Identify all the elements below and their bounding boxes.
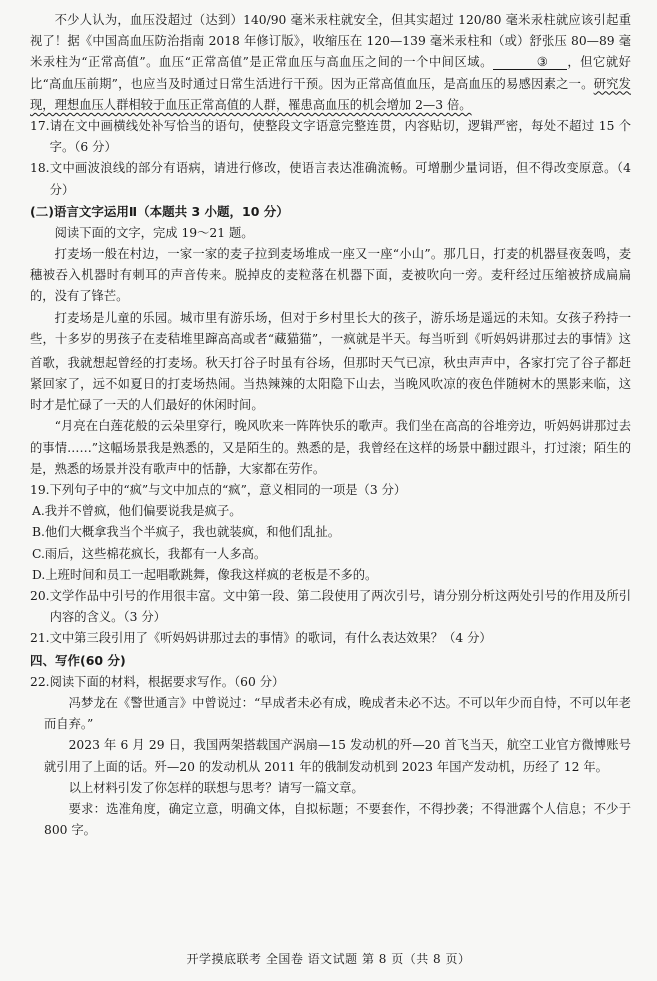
question-number: 17. [30, 119, 50, 134]
passage2-text-b: 就是半天。每当听到《听妈妈讲那过去的事情》这首歌，我就想起曾经的打麦场。秋天打谷子时虽有谷场，但那时天气已凉，秋虫声声中，各家打完了谷子都赶紧回家了，远不如夏日的打麦场热闹。当热辣辣的太阳隐下山去，当晚风吹凉的夜色伴随树木的黑影来临，这时才是忙碌了一天的人们最好的休闲时间。 [30, 331, 631, 413]
blank-label: ③ [536, 55, 548, 70]
section-4-heading: 四、写作(60 分) [30, 652, 126, 668]
question-text: 文中画波浪线的部分有语病，请进行修改，使语言表达准确流畅。可增删少量词语，但不得改变原意。（4 分） [49, 161, 631, 197]
essay-material-news: 2023 年 6 月 29 日，我国两架搭载国产涡扇—15 发动机的歼—20 首飞当天，航空工业官方微博账号就引用了上面的话。歼—20 的发动机从 2011 年的俄制发动机到 2023 年国产发动机，历经了 12 年。 [44, 738, 631, 774]
question-number: 21. [30, 631, 50, 646]
question-17 [30, 116, 631, 158]
question-number: 20. [30, 589, 50, 604]
passage1-paragraph [30, 10, 631, 116]
option-a: A.我并不曾疯，他们偏要说我是疯子。 [32, 504, 242, 519]
essay-requirements: 要求：选准角度，确定立意，明确文体，自拟标题；不要套作，不得抄袭；不得泄露个人信息；不少于 800 字。 [44, 801, 631, 838]
question-text: 文中第三段引用了《听妈妈讲那过去的事情》的歌词，有什么表达效果？（4 分） [49, 631, 492, 646]
wavy-underlined-sentence: 研究发现，理想血压人群相较于血压正常高值的人群，罹患高血压的机会增加 2—3 倍。 [30, 76, 631, 112]
passage1-text-b: ，但它就好比“高血压前期”，也应当及时通过日常生活进行干预。因为正常高值血压，是高血压的易感因素之一。 [30, 55, 631, 91]
passage2-paragraph-1: 打麦场一般在村边，一家一家的麦子拉到麦场堆成一座又一座“小山”。那几日，打麦的机器昼夜轰鸣，麦穗被吞入机器时有刺耳的声音传来。脱掉皮的麦粒落在机器下面，麦被吹向一旁。麦秆经过压缩被挤成扁扁的，没有了锋芒。 [30, 247, 631, 304]
question-text: 文学作品中引号的作用很丰富。文中第一段、第二段使用了两次引号，请分别分析这两处引号的作用及所引内容的含义。（3 分） [49, 589, 631, 625]
page-footer: 开学摸底联考 全国卷 语文试题 第 8 页（共 8 页） [186, 952, 471, 966]
passage2-paragraph-2 [30, 308, 631, 417]
passage1-text-a: 不少人认为，血压没超过（达到）140/90 毫米汞柱就安全，但其实超过 120/80 毫米汞柱就应该引起重视了！据《中国高血压防治指南 2018 年修订版》，收缩压在 120—139 毫米汞柱和（或）舒张压 80—89 毫米汞柱为“正常高值”。血压“正常高值”是正常血压与高血压之间的一个中间区域。 [30, 13, 631, 70]
question-21 [30, 628, 631, 649]
section-2-heading: (二)语言文字运用Ⅱ（本题共 3 小题，10 分） [30, 203, 289, 219]
question-number: 19. [30, 483, 50, 498]
question-number: 22. [30, 674, 50, 689]
essay-material [30, 693, 631, 841]
essay-prompt: 以上材料引发了你怎样的联想与思考？请写一篇文章。 [68, 780, 364, 795]
question-number: 18. [30, 161, 50, 176]
question-text: 下列句子中的“疯”与文中加点的“疯”，意义相同的一项是（3 分） [49, 483, 407, 498]
option-b: B.他们大概拿我当个半疯子，我也就装疯，和他们乱扯。 [32, 525, 341, 540]
section-2-intro: 阅读下面的文字，完成 19～21 题。 [54, 225, 254, 240]
question-18 [30, 158, 631, 200]
passage2-paragraph-3: “月亮在白莲花般的云朵里穿行，晚风吹来一阵阵快乐的歌声。我们坐在高高的谷堆旁边，听妈妈讲那过去的事情……”这幅场景我是熟悉的，又是陌生的。熟悉的是，我曾经在这样的场景中翻过跟斗，打过滚；陌生的是，熟悉的场景并没有歌声中的恬静，大家都在劳作。 [30, 419, 631, 476]
passage2-text-a: 打麦场是儿童的乐园。城市里有游乐场，但对于乡村里长大的孩子，游乐场是遥远的未知。女孩子矜持一些，十多岁的男孩子在麦秸堆里蹿高高或者“藏猫猫”，一 [30, 310, 631, 346]
dotted-emphasis-word: 疯 [343, 331, 356, 346]
option-d: D.上班时间和员工一起唱歌跳舞，像我这样疯的老板是不多的。 [32, 567, 378, 582]
option-c: C.雨后，这些棉花疯长，我都有一人多高。 [32, 546, 267, 561]
essay-material-quote: 冯梦龙在《警世通言》中曾说过：“早成者未必有成，晚成者未必不达。不可以年少而自恃，不可以年老而自弃。” [44, 695, 631, 732]
question-20 [30, 586, 631, 628]
question-text: 阅读下面的材料，根据要求写作。（60 分） [49, 674, 285, 689]
question-19 [30, 480, 631, 501]
fill-blank-3 [493, 55, 567, 70]
question-text: 请在文中画横线处补写恰当的语句，使整段文字语意完整连贯，内容贴切，逻辑严密，每处不超过 15 个字。（6 分） [49, 119, 631, 155]
question-22 [30, 672, 631, 693]
